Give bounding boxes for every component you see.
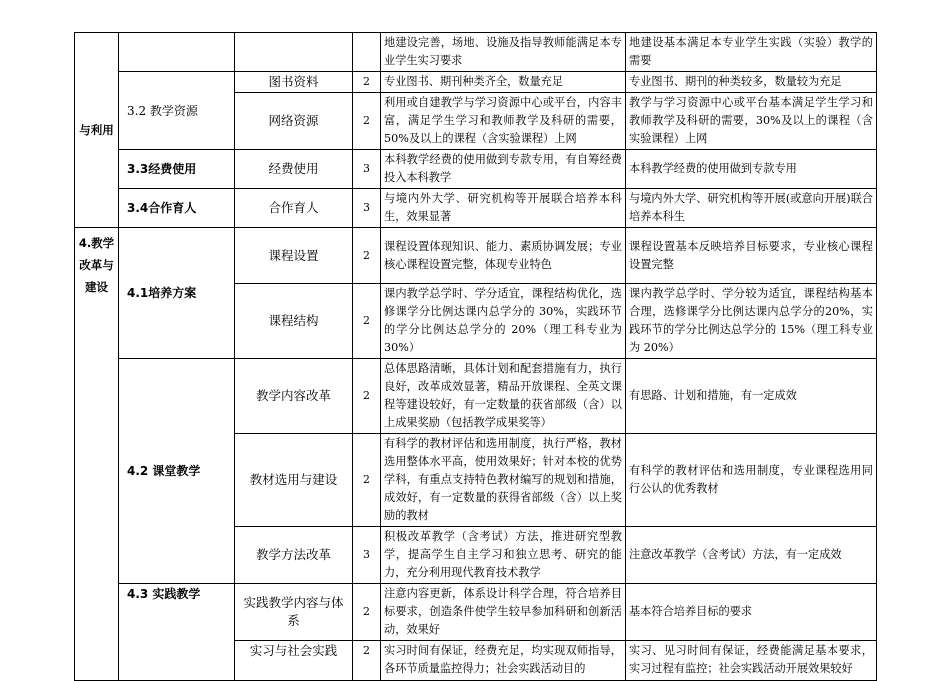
standard-c-cell: 与境内外大学、研究机构等开展(或意向开展)联合培养本科生 xyxy=(626,189,877,228)
standard-c-cell: 地建设基本满足本专业学生实践（实验）教学的需要 xyxy=(626,33,877,72)
observation-point-cell: 实习与社会实践 xyxy=(235,641,353,681)
table-row xyxy=(75,72,877,93)
observation-point-cell: 图书资料 xyxy=(235,72,353,93)
observation-point-cell: 教学内容改革 xyxy=(235,359,353,434)
secondary-indicator-label: 4.1培养方案 xyxy=(127,286,197,300)
observation-point-cell: 课程结构 xyxy=(235,284,353,359)
standard-a-cell: 专业图书、期刊种类齐全，数量充足 xyxy=(381,72,626,93)
weight-cell: 2 xyxy=(353,584,381,641)
weight-cell: 2 xyxy=(353,228,381,284)
weight-cell: 3 xyxy=(353,150,381,189)
observation-point-cell: 教学方法改革 xyxy=(235,527,353,584)
observation-point-cell: 合作育人 xyxy=(235,189,353,228)
weight-cell: 2 xyxy=(353,72,381,93)
table-row xyxy=(75,359,877,434)
secondary-indicator-label: 3.2 教学资源 xyxy=(127,103,198,118)
primary-indicator-cell xyxy=(75,228,119,681)
standard-c-cell: 课程设置基本反映培养目标要求，专业核心课程设置完整 xyxy=(626,228,877,284)
evaluation-table xyxy=(74,32,877,681)
standard-c-cell: 注意改革教学（含考试）方法，有一定成效 xyxy=(626,527,877,584)
primary-indicator-cell xyxy=(75,33,119,228)
weight-cell: 2 xyxy=(353,359,381,434)
weight-cell xyxy=(353,33,381,72)
weight-cell: 2 xyxy=(353,93,381,150)
standard-c-cell: 本科教学经费的使用做到专款专用 xyxy=(626,150,877,189)
secondary-indicator-cell: 3.4合作育人 xyxy=(119,189,235,228)
weight-cell: 3 xyxy=(353,527,381,584)
observation-point-cell: 实践教学内容与体系 xyxy=(235,584,353,641)
observation-point-cell xyxy=(235,33,353,72)
standard-c-cell: 实习、见习时间有保证，经费能满足基本要求，实习过程有监控；社会实践活动开展效果较好 xyxy=(626,641,877,681)
weight-cell: 2 xyxy=(353,641,381,681)
standard-a-cell: 与境内外大学、研究机构等开展联合培养本科生，效果显著 xyxy=(381,189,626,228)
standard-c-cell: 教学与学习资源中心或平台基本满足学生学习和教师教学及科研的需要，30%及以上的课程（含实验课程）上网 xyxy=(626,93,877,150)
weight-cell: 2 xyxy=(353,434,381,527)
primary-indicator-label: 4.教学改革与建设 xyxy=(78,236,115,294)
observation-point-cell: 网络资源 xyxy=(235,93,353,150)
primary-indicator-label: 与利用 xyxy=(79,123,114,137)
standard-a-cell: 总体思路清晰，具体计划和配套措施有力，执行良好，改革成效显著，精品开放课程、全英文课程等建设较好，有一定数量的获省部级（含）以上成果奖励（包括教学成果奖等） xyxy=(381,359,626,434)
standard-a-cell: 实习时间有保证，经费充足，均实现双师指导，各环节质量监控得力；社会实践活动目的 xyxy=(381,641,626,681)
secondary-indicator-label: 4.2 课堂教学 xyxy=(127,464,201,478)
standard-a-cell: 课程设置体现知识、能力、素质协调发展；专业核心课程设置完整，体现专业特色 xyxy=(381,228,626,284)
weight-cell: 2 xyxy=(353,284,381,359)
standard-c-cell: 基本符合培养目标的要求 xyxy=(626,584,877,641)
standard-c-cell: 课内教学总学时、学分较为适宜，课程结构基本合理，选修课学分比例达课内总学分的20%，实践环节的学分比例达总学分的 15%（理工科专业为 20%） xyxy=(626,284,877,359)
table-row xyxy=(75,33,877,72)
secondary-indicator-cell xyxy=(119,33,235,72)
observation-point-cell: 经费使用 xyxy=(235,150,353,189)
secondary-indicator-cell: 4.3 实践教学 xyxy=(119,584,235,681)
table-row xyxy=(75,584,877,641)
standard-a-cell: 利用或自建教学与学习资源中心或平台，内容丰富，满足学生学习和教师教学及科研的需要，50%及以上的课程（含实验课程）上网 xyxy=(381,93,626,150)
weight-cell: 3 xyxy=(353,189,381,228)
observation-point-cell: 教材选用与建设 xyxy=(235,434,353,527)
standard-c-cell: 有思路、计划和措施，有一定成效 xyxy=(626,359,877,434)
table-row xyxy=(75,228,877,284)
secondary-indicator-cell xyxy=(119,228,235,359)
secondary-indicator-cell: 3.3经费使用 xyxy=(119,150,235,189)
standard-a-cell: 注意内容更新，体系设计科学合理，符合培养目标要求，创造条件使学生较早参加科研和创新活动，效果好 xyxy=(381,584,626,641)
standard-c-cell: 有科学的教材评估和选用制度，专业课程选用同行公认的优秀教材 xyxy=(626,434,877,527)
table-row xyxy=(75,189,877,228)
observation-point-cell: 课程设置 xyxy=(235,228,353,284)
table-row xyxy=(75,150,877,189)
standard-a-cell: 地建设完善，场地、设施及指导教师能满足本专业学生实习要求 xyxy=(381,33,626,72)
secondary-indicator-cell xyxy=(119,72,235,150)
secondary-indicator-cell xyxy=(119,359,235,584)
standard-a-cell: 有科学的教材评估和选用制度，执行严格，教材选用整体水平高，使用效果好；针对本校的优势学科，有重点支持特色教材编写的规划和措施，成效好，有一定数量的获得省部级（含）以上奖励的教材 xyxy=(381,434,626,527)
standard-a-cell: 本科教学经费的使用做到专款专用，有自筹经费投入本科教学 xyxy=(381,150,626,189)
standard-a-cell: 课内教学总学时、学分适宜，课程结构优化，选修课学分比例达课内总学分的 30%，实践环节的学分比例达总学分的 20%（理工科专业为30%） xyxy=(381,284,626,359)
standard-a-cell: 积极改革教学（含考试）方法，推进研究型教学，提高学生自主学习和独立思考、研究的能力，充分利用现代教育技术教学 xyxy=(381,527,626,584)
standard-c-cell: 专业图书、期刊的种类较多，数量较为充足 xyxy=(626,72,877,93)
